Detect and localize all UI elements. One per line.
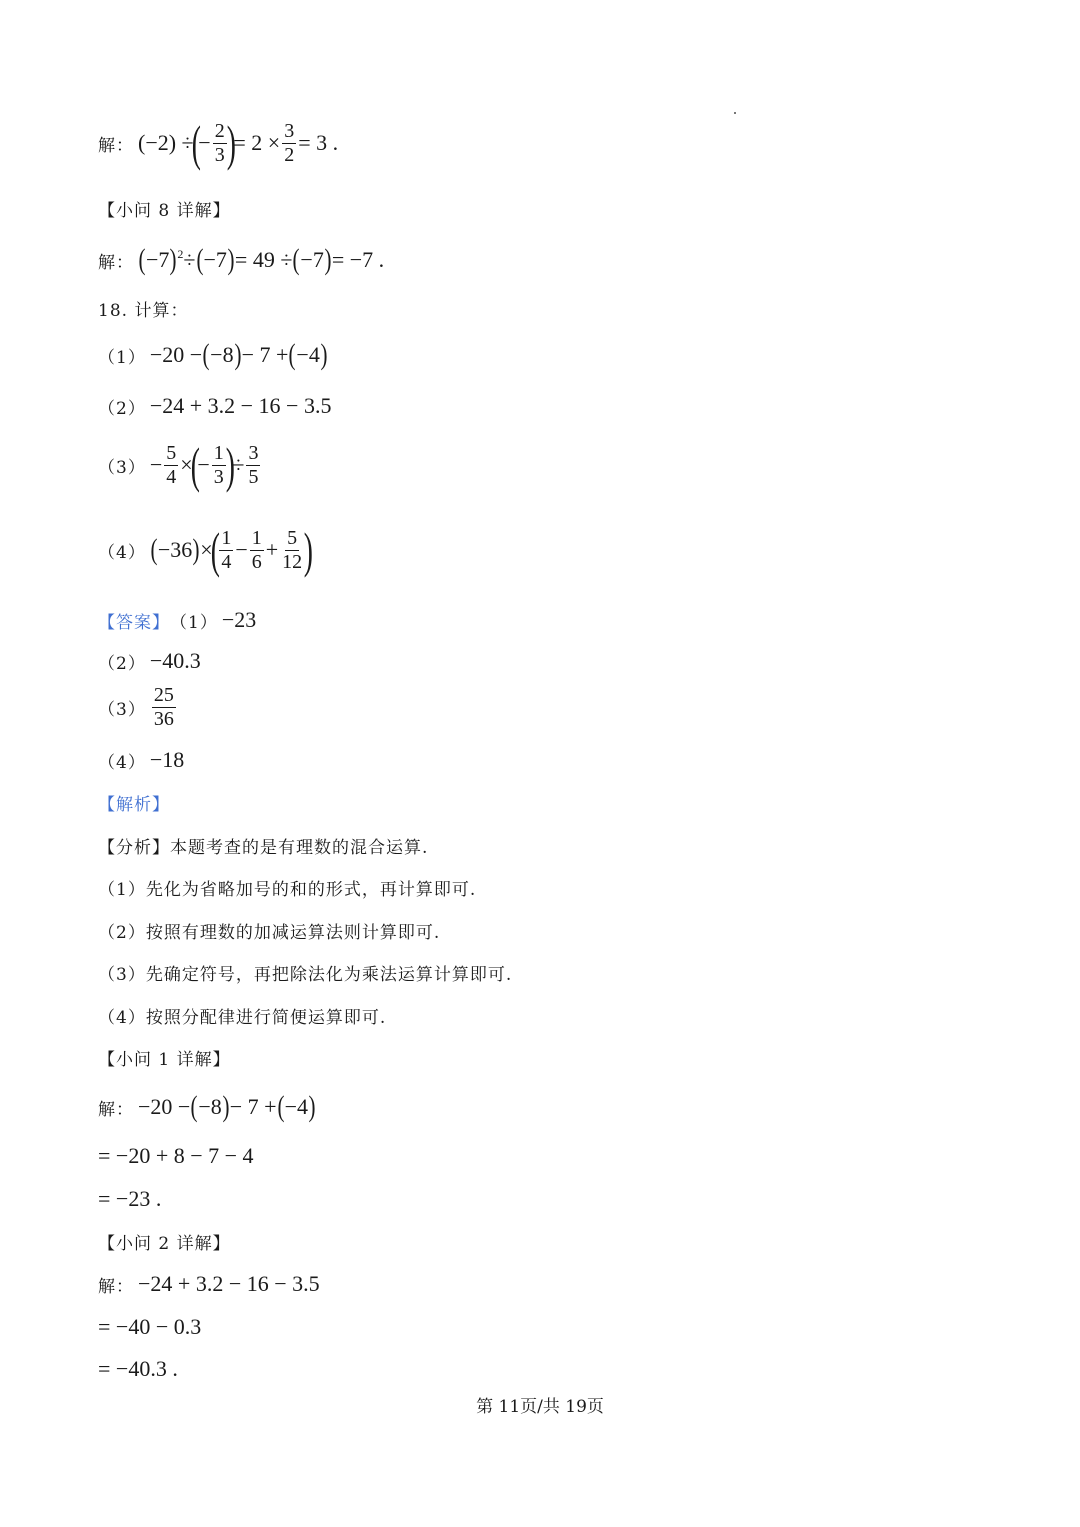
subquestion-heading-2: 【小问 2 详解】	[98, 1234, 231, 1254]
math-expression: ( −36 ) × ( $\frac{1}{4}$ − $\frac{1}{6}$ + $\frac{5}{12}$ )	[150, 522, 314, 578]
solution-label: 解：	[98, 135, 134, 156]
question-18-title: 18. 计算：	[98, 301, 189, 321]
answer-part-3: （3） $\frac{25}{36}$	[98, 684, 174, 730]
analysis-step-4: （4）按照分配律进行简便运算即可.	[98, 1008, 387, 1028]
fraction: $\frac{5}{4}$	[166, 441, 177, 488]
question-18-part-4: （4） ( −36 ) × ( $\frac{1}{4}$ − $\frac{1}{6}$ + $\frac{5}{12}$ )	[98, 522, 314, 578]
solution-line-q17-8: 解： ( −7 ) $^2$ ÷ ( −7 ) = 49 ÷ ( −7 ) = −7 .	[98, 243, 385, 276]
fraction: $\frac{3}{2}$	[284, 119, 295, 166]
math-expression: (−2) ÷ ( − $\frac{2}{3}$ ) = 2 × $\frac{3}{2}$ = 3 .	[138, 115, 339, 171]
answer-part-4: （4） −18	[98, 747, 185, 773]
subquestion-heading-1: 【小问 1 详解】	[98, 1050, 231, 1070]
solution-step-q18-2b: = −40.3 .	[98, 1356, 178, 1381]
math-expression: −24 + 3.2 − 16 − 3.5	[149, 393, 332, 418]
solution-step-q18-2a: = −40 − 0.3	[98, 1314, 202, 1339]
answer-part-2: （2） −40.3	[98, 648, 201, 674]
math-expression: − $\frac{5}{4}$ × ( − $\frac{1}{3}$ ) ÷ $\frac{3}{5}$	[149, 437, 259, 493]
math-expression: −20 − ( −8 ) − 7 + ( −4 )	[138, 1090, 316, 1123]
solution-line-q18-1: 解： −20 − ( −8 ) − 7 + ( −4 )	[98, 1090, 316, 1123]
solution-step-q18-1b: = −23 .	[98, 1186, 162, 1211]
analysis-summary: 【分析】 本题考查的是有理数的混合运算.	[98, 838, 429, 858]
analysis-step-2: （2）按照有理数的加减运算法则计算即可.	[98, 923, 441, 943]
fraction: $\frac{2}{3}$	[214, 119, 225, 166]
solution-line-q17-7	[98, 115, 339, 171]
fraction: $\frac{1}{3}$	[213, 441, 224, 488]
fraction: $\frac{1}{6}$	[251, 526, 262, 573]
answer-heading: 【答案】	[98, 612, 170, 633]
solution-line-q18-2: 解： −24 + 3.2 − 16 − 3.5	[98, 1271, 320, 1297]
math-expression: ( −7 ) $^2$ ÷ ( −7 ) = 49 ÷ ( −7 ) = −7 .	[138, 243, 385, 276]
solution-step-q18-1a: = −20 + 8 − 7 − 4	[98, 1143, 254, 1168]
fraction: $\frac{5}{12}$	[282, 526, 303, 573]
analysis-heading: 【解析】	[98, 795, 170, 815]
subquestion-heading-8: 【小问 8 详解】	[98, 201, 231, 221]
answer-part-1: 【答案】 （1） −23	[98, 607, 257, 633]
analysis-step-3: （3）先确定符号，再把除法化为乘法运算计算即可.	[98, 965, 513, 985]
analysis-step-1: （1）先化为省略加号的和的形式，再计算即可.	[98, 880, 477, 900]
question-18-part-3: （3） − $\frac{5}{4}$ × ( − $\frac{1}{3}$ ) ÷ $\frac{3}{5}$	[98, 440, 262, 490]
math-expression: −20 − ( −8 ) − 7 + ( −4 )	[149, 338, 328, 371]
question-18-part-1: （1） −20 − ( −8 ) − 7 + ( −4 )	[98, 338, 328, 371]
fraction: $\frac{25}{36}$	[153, 684, 174, 730]
page-number-footer: 第 11页/共 19页	[476, 1397, 604, 1417]
fraction: $\frac{3}{5}$	[248, 441, 259, 488]
question-18-part-2: （2） −24 + 3.2 − 16 − 3.5	[98, 393, 332, 419]
scan-speck	[734, 112, 736, 114]
fraction: $\frac{1}{4}$	[221, 526, 232, 573]
